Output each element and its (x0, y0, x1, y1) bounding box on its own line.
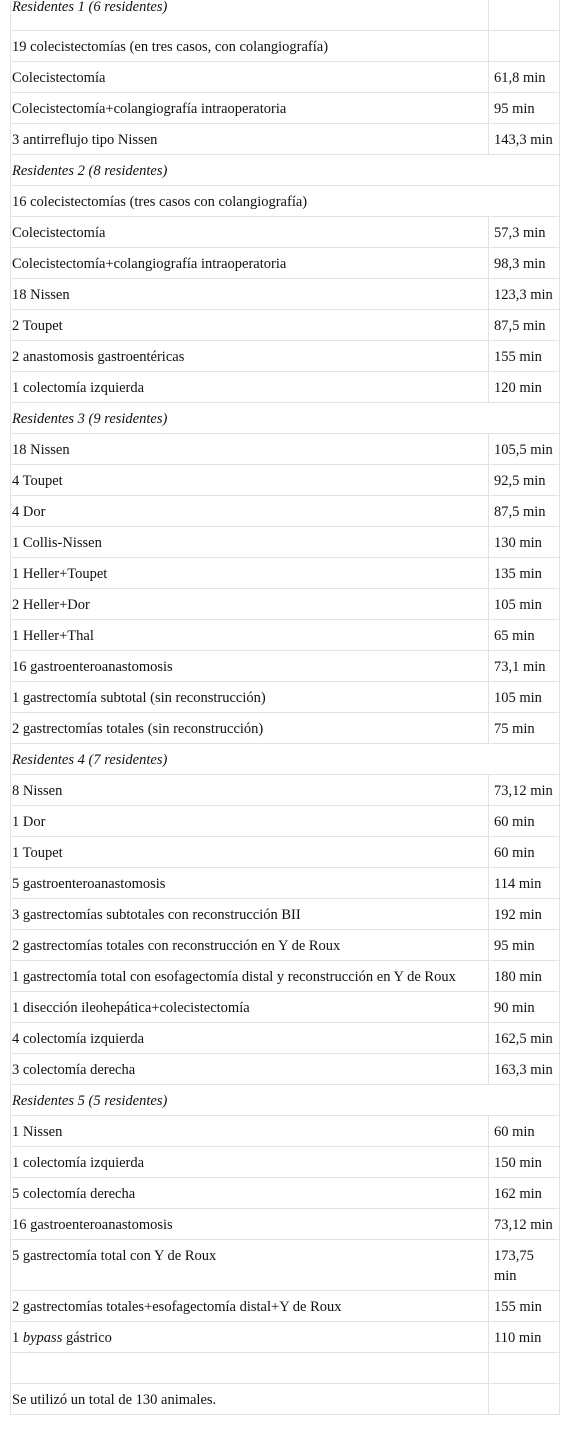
time-cell: 65 min (489, 620, 560, 651)
table-row (11, 775, 560, 806)
group-summary: 16 colecistectomías (tres casos con colangiografía) (11, 186, 560, 217)
table-row (11, 1023, 560, 1054)
time-cell: 73,1 min (489, 651, 560, 682)
time-cell: 90 min (489, 992, 560, 1023)
table-row (11, 1178, 560, 1209)
blank-row (11, 1353, 560, 1384)
procedure-cell: 4 Dor (11, 496, 489, 527)
time-cell: 60 min (489, 806, 560, 837)
table-row (11, 62, 560, 93)
empty-cell (489, 31, 560, 62)
table-row (11, 1322, 560, 1353)
table-row (11, 248, 560, 279)
group-header-row (11, 0, 560, 31)
footnote: Se utilizó un total de 130 animales. (11, 1384, 489, 1415)
time-cell: 180 min (489, 961, 560, 992)
empty-cell (11, 1353, 489, 1384)
table-row (11, 1291, 560, 1322)
procedure-cell: 1 Heller+Toupet (11, 558, 489, 589)
empty-cell (489, 0, 560, 31)
table-row (11, 806, 560, 837)
table-row (11, 124, 560, 155)
table-row (11, 1116, 560, 1147)
group-summary-row (11, 186, 560, 217)
time-cell: 155 min (489, 1291, 560, 1322)
time-cell: 163,3 min (489, 1054, 560, 1085)
time-cell: 130 min (489, 527, 560, 558)
time-cell: 150 min (489, 1147, 560, 1178)
group-header-row (11, 1085, 560, 1116)
procedure-cell: 1 Toupet (11, 837, 489, 868)
table-row (11, 682, 560, 713)
group-header-row (11, 403, 560, 434)
procedure-cell: 2 gastrectomías totales (sin reconstrucción) (11, 713, 489, 744)
procedure-cell: 3 antirreflujo tipo Nissen (11, 124, 489, 155)
procedure-italic: bypass (22, 1330, 63, 1346)
group-header-row (11, 744, 560, 775)
table-row (11, 217, 560, 248)
procedure-cell: 2 anastomosis gastroentéricas (11, 341, 489, 372)
time-cell: 73,12 min (489, 775, 560, 806)
time-cell: 155 min (489, 341, 560, 372)
table-body (11, 0, 560, 1415)
time-cell: 114 min (489, 868, 560, 899)
procedure-cell: 4 Toupet (11, 465, 489, 496)
time-cell: 105,5 min (489, 434, 560, 465)
table-row (11, 930, 560, 961)
time-cell: 162,5 min (489, 1023, 560, 1054)
table-row (11, 961, 560, 992)
empty-cell (489, 1353, 560, 1384)
table-row (11, 1240, 560, 1291)
table-row (11, 1209, 560, 1240)
procedure-cell: 1 disección ileohepática+colecistectomía (11, 992, 489, 1023)
procedure-cell: 1 Heller+Thal (11, 620, 489, 651)
table-row (11, 837, 560, 868)
table-row (11, 527, 560, 558)
time-cell: 95 min (489, 930, 560, 961)
time-cell: 123,3 min (489, 279, 560, 310)
group-title: Residentes 3 (9 residentes) (11, 403, 560, 434)
procedure-cell (11, 1322, 489, 1353)
table-row (11, 310, 560, 341)
procedure-cell: 16 gastroenteroanastomosis (11, 651, 489, 682)
surgery-times-table (10, 0, 560, 1415)
table-row (11, 558, 560, 589)
table-row (11, 589, 560, 620)
group-header-row (11, 155, 560, 186)
group-title: Residentes 4 (7 residentes) (11, 744, 560, 775)
table-row (11, 465, 560, 496)
table-row (11, 434, 560, 465)
procedure-suffix: gástrico (62, 1330, 112, 1346)
time-cell: 60 min (489, 837, 560, 868)
time-cell: 192 min (489, 899, 560, 930)
time-cell: 105 min (489, 589, 560, 620)
time-cell: 57,3 min (489, 217, 560, 248)
procedure-cell: 1 gastrectomía total con esofagectomía distal y reconstrucción en Y de Roux (11, 961, 489, 992)
procedure-cell: 1 Dor (11, 806, 489, 837)
procedure-cell: 2 Heller+Dor (11, 589, 489, 620)
time-cell: 110 min (489, 1322, 560, 1353)
time-cell: 135 min (489, 558, 560, 589)
group-title: Residentes 1 (6 residentes) (11, 0, 489, 31)
time-cell: 120 min (489, 372, 560, 403)
procedure-cell: 8 Nissen (11, 775, 489, 806)
table-row (11, 651, 560, 682)
procedure-cell: 18 Nissen (11, 434, 489, 465)
time-cell: 87,5 min (489, 310, 560, 341)
procedure-cell: 5 colectomía derecha (11, 1178, 489, 1209)
procedure-cell: 1 Collis-Nissen (11, 527, 489, 558)
procedure-cell: 2 gastrectomías totales+esofagectomía distal+Y de Roux (11, 1291, 489, 1322)
time-cell: 162 min (489, 1178, 560, 1209)
procedure-cell: 16 gastroenteroanastomosis (11, 1209, 489, 1240)
procedure-cell: 1 gastrectomía subtotal (sin reconstrucción) (11, 682, 489, 713)
procedure-prefix: 1 (12, 1330, 23, 1346)
procedure-cell: 3 colectomía derecha (11, 1054, 489, 1085)
table-row (11, 1054, 560, 1085)
procedure-cell: 5 gastrectomía total con Y de Roux (11, 1240, 489, 1291)
procedure-cell: 5 gastroenteroanastomosis (11, 868, 489, 899)
time-cell: 60 min (489, 1116, 560, 1147)
time-cell: 173,75 min (489, 1240, 560, 1291)
footnote-row (11, 1384, 560, 1415)
time-cell: 98,3 min (489, 248, 560, 279)
procedure-cell: Colecistectomía (11, 217, 489, 248)
time-cell: 92,5 min (489, 465, 560, 496)
group-title: Residentes 2 (8 residentes) (11, 155, 560, 186)
time-cell: 75 min (489, 713, 560, 744)
table-row (11, 279, 560, 310)
time-cell: 73,12 min (489, 1209, 560, 1240)
procedure-cell: 2 Toupet (11, 310, 489, 341)
table-row (11, 93, 560, 124)
time-cell: 143,3 min (489, 124, 560, 155)
procedure-cell: 4 colectomía izquierda (11, 1023, 489, 1054)
table-row (11, 496, 560, 527)
table-row (11, 868, 560, 899)
table-row (11, 372, 560, 403)
procedure-cell: 3 gastrectomías subtotales con reconstrucción BII (11, 899, 489, 930)
group-summary: 19 colecistectomías (en tres casos, con colangiografía) (11, 31, 489, 62)
time-cell: 61,8 min (489, 62, 560, 93)
procedure-cell: 1 Nissen (11, 1116, 489, 1147)
empty-cell (489, 1384, 560, 1415)
time-cell: 87,5 min (489, 496, 560, 527)
procedure-cell: Colecistectomía+colangiografía intraoperatoria (11, 248, 489, 279)
time-cell: 95 min (489, 93, 560, 124)
table-row (11, 341, 560, 372)
procedure-cell: 2 gastrectomías totales con reconstrucción en Y de Roux (11, 930, 489, 961)
procedure-cell: Colecistectomía (11, 62, 489, 93)
time-cell: 105 min (489, 682, 560, 713)
table-row (11, 992, 560, 1023)
table-row (11, 713, 560, 744)
group-summary-row (11, 31, 560, 62)
table-row (11, 620, 560, 651)
procedure-cell: Colecistectomía+colangiografía intraoperatoria (11, 93, 489, 124)
procedure-cell: 18 Nissen (11, 279, 489, 310)
table-row (11, 1147, 560, 1178)
procedure-cell: 1 colectomía izquierda (11, 372, 489, 403)
procedure-cell: 1 colectomía izquierda (11, 1147, 489, 1178)
table-row (11, 899, 560, 930)
group-title: Residentes 5 (5 residentes) (11, 1085, 560, 1116)
